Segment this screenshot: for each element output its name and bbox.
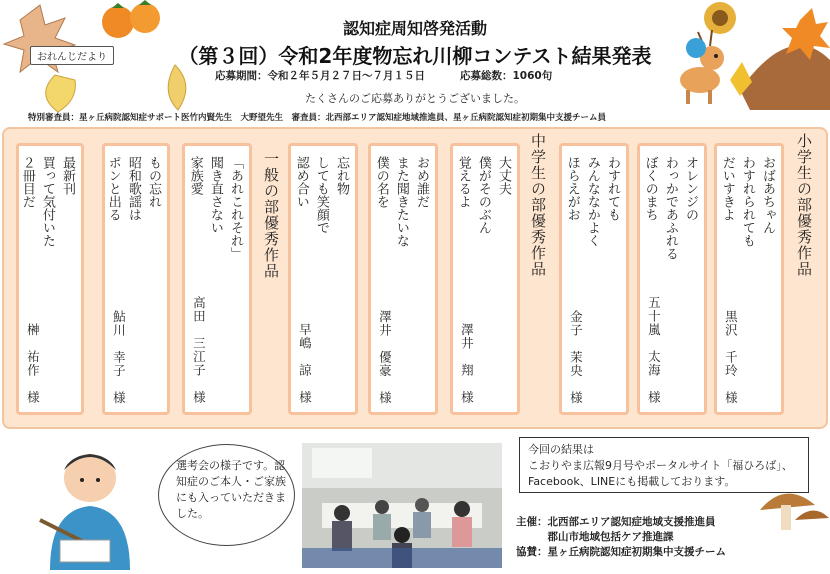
entry-card: オレンジの わっかであふれる ぼくのまち 五十嵐 太海 様	[637, 143, 707, 415]
newsletter-tag: おれんじだより	[30, 46, 114, 65]
entry-card: おばあちゃん わすれられても だいすきよ 黒沢 千玲 様	[714, 143, 784, 415]
selection-meeting-photo	[302, 443, 502, 568]
entry-author: 澤井 優豪 様	[377, 309, 393, 404]
entry-author: 高田 三江子 様	[191, 296, 207, 404]
sponsor-line: 協賛：星ヶ丘病院認知症初期集中支援チーム	[516, 546, 726, 559]
thanks-message: たくさんのご応募ありがとうございました。	[305, 92, 525, 105]
organizer-line-1: 主催：北西部エリア認知症地域支援推進員	[516, 516, 716, 528]
organizer-line-2: 郡山市地域包括ケア推進課	[516, 531, 674, 544]
entry-author: 榊 祐作 様	[25, 323, 41, 404]
winners-panel	[2, 127, 828, 429]
application-total: 応募総数：1060句	[460, 70, 553, 82]
entry-author: 澤井 翔 様	[459, 323, 475, 404]
judges-line: 特別審査員：星ヶ丘病院認知症サポート医竹内賢先生 大野望先生 審査員：北西部エリア認知症地域推進員、星ヶ丘病院認知症初期集中支援チーム員	[28, 113, 607, 123]
entry-card: わすれても みんななかよく ほらえがお 金子 茉央 様	[559, 143, 629, 415]
entry-card: 忘れ物 しても笑顔で 認め合い 早嶋 諒 様	[288, 143, 358, 415]
title-line-1: 認知症周知啓発活動	[342, 19, 487, 38]
entry-author: 鮎川 幸子 様	[111, 309, 127, 404]
section-label-middle: 中学生の部優秀作品	[529, 133, 547, 277]
publication-info-text: 今回の結果は こおりやま広報9月号やポータルサイト「福ひろば」、Facebook、LINEにも掲載しております。	[528, 443, 793, 488]
entry-card: 最新刊 買って気付いた ２冊目だ 榊 祐作 様	[16, 143, 84, 415]
speech-bubble-text: 選考会の様子です。認知症のご本人・ご家族にも入っていただきました。	[176, 459, 286, 520]
organizer-block	[516, 515, 726, 561]
entry-card: 大丈夫 僕がそのぶん 覚えるよ 澤井 翔 様	[450, 143, 520, 415]
entry-card: 「あれこれそれ」 聞き直さない 家族愛 高田 三江子 様	[182, 143, 252, 415]
section-label-elementary: 小学生の部優秀作品	[795, 133, 813, 277]
section-label-general: 一般の部優秀作品	[262, 151, 280, 279]
person-icon	[40, 454, 130, 570]
entry-author: 金子 茉央 様	[568, 309, 584, 404]
mushroom-illustration	[755, 480, 830, 540]
application-period: 応募期間：令和２年５月２７日～７月１５日	[215, 70, 425, 82]
entry-author: 早嶋 諒 様	[297, 323, 313, 404]
mushroom-icon	[760, 494, 829, 530]
writer-illustration	[30, 440, 150, 570]
meeting-photo-icon	[302, 443, 502, 568]
entry-author: 五十嵐 太海 様	[646, 296, 662, 404]
title-line-2: （第３回）令和2年度物忘れ川柳コンテスト結果発表	[178, 44, 652, 68]
entry-card: おめ誰だ また聞きたいな 僕の名を 澤井 優豪 様	[368, 143, 438, 415]
entry-author: 黒沢 千玲 様	[723, 309, 739, 404]
entry-card: もの忘れ 昭和歌謡は ポンと出る 鮎川 幸子 様	[102, 143, 170, 415]
